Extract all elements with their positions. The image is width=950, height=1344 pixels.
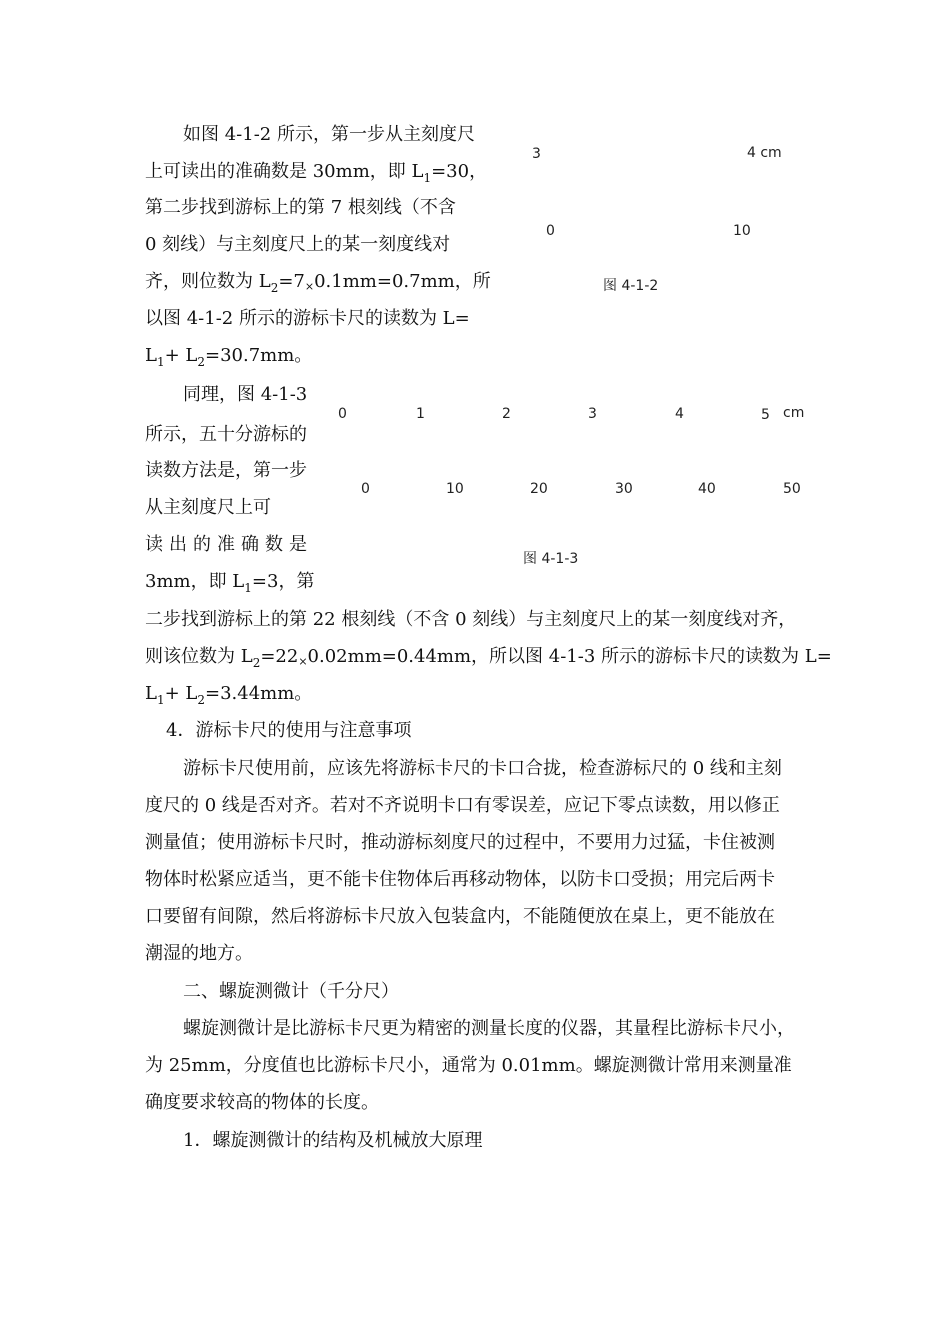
vernier-label: 30 [615, 481, 633, 497]
vernier-label: 0 [361, 481, 370, 497]
main-scale-label-3: 3 [532, 146, 541, 162]
para1-line5 [145, 271, 491, 299]
section4-line: 度尺的 0 线是否对齐。若对不齐说明卡口有零误差，应记下零点读数，用以修正 [145, 795, 780, 816]
para1-line2-pre: 上可读出的准确数是 30mm，即 L [145, 161, 424, 182]
main-scale-label: 1 [416, 406, 425, 422]
para1-line5-pre: 齐，则位数为 L [145, 271, 271, 292]
para2-line9-b: + L [164, 683, 198, 704]
para2-line8 [145, 646, 832, 674]
para2-line1: 同理，图 4-1-3 [183, 384, 308, 405]
para2-line6-pre: 3mm，即 L [145, 571, 245, 592]
section4-line: 物体时松紧应适当，更不能卡住物体后再移动物体，以防卡口受损；用完后两卡 [145, 869, 775, 890]
section-heading: 4．游标卡尺的使用与注意事项 [166, 720, 412, 741]
subscript: 2 [197, 355, 205, 369]
main-scale-label: 0 [338, 406, 347, 422]
para2-line9-c: =3.44mm。 [205, 683, 313, 704]
para2-line8-post: 0.02mm=0.44mm，所以图 4-1-3 所示的游标卡尺的读数为 L= [307, 646, 832, 667]
micrometer-line: 为 25mm，分度值也比游标卡尺小，通常为 0.01mm。螺旋测微计常用来测量准 [145, 1055, 792, 1076]
subscript: 2 [252, 656, 261, 670]
section4-line: 测量值；使用游标卡尺时，推动游标刻度尺的过程中，不要用力过猛，卡住被测 [145, 832, 775, 853]
para1-line6: 以图 4-1-2 所示的游标卡尺的读数为 L= [145, 308, 470, 329]
section-heading: 二、螺旋测微计（千分尺） [183, 981, 399, 1002]
para1-line7-a: L [145, 345, 157, 366]
micrometer-line: 确度要求较高的物体的长度。 [145, 1092, 379, 1113]
subsection-heading: 1．螺旋测微计的结构及机械放大原理 [183, 1130, 483, 1151]
subscript: 1 [423, 171, 432, 185]
section4-line: 潮湿的地方。 [145, 943, 253, 964]
para2-line6-post: =3，第 [251, 571, 315, 592]
main-scale-unit: cm [783, 405, 805, 421]
main-scale-label: 2 [502, 406, 511, 422]
subscript: 1 [244, 581, 252, 595]
para2-line8-pre: 则该位数为 L [145, 646, 253, 667]
para1-line7 [145, 345, 312, 373]
figure-caption: 图 4-1-3 [523, 551, 579, 567]
para1-line3: 第二步找到游标上的第 7 根刻线（不含 [145, 197, 456, 218]
vernier-label: 20 [530, 481, 548, 497]
subscript: 1 [156, 355, 165, 369]
vernier-label: 40 [698, 481, 716, 497]
para1-line2-post: =30， [431, 161, 488, 182]
para1-line7-c: =30.7mm。 [205, 345, 313, 366]
para2-line8-mid: =22 [260, 646, 299, 667]
times-sign: × [298, 655, 308, 668]
section4-line: 游标卡尺使用前，应该先将游标卡尺的卡口合拢，检查游标尺的 0 线和主刻 [183, 758, 782, 779]
para1-line5-post: 0.1mm=0.7mm，所 [314, 271, 491, 292]
para1-line5-mid: =7 [278, 271, 305, 292]
para1-line7-b: + L [164, 345, 198, 366]
micrometer-line: 螺旋测微计是比游标卡尺更为精密的测量长度的仪器，其量程比游标卡尺小， [183, 1018, 795, 1039]
para2-line5: 读 出 的 准 确 数 是 [145, 534, 307, 555]
para2-line9-a: L [145, 683, 157, 704]
para2-line4: 从主刻度尺上可 [145, 497, 271, 518]
para2-line2: 所示，五十分游标的 [145, 424, 307, 445]
para2-line3: 读数方法是，第一步 [145, 460, 307, 481]
para2-line9 [145, 683, 312, 711]
para2-line7: 二步找到游标上的第 22 根刻线（不含 0 刻线）与主刻度尺上的某一刻度线对齐， [145, 609, 797, 630]
vernier-label-0: 0 [546, 223, 555, 239]
para1-line4: 0 刻线）与主刻度尺上的某一刻度线对 [145, 234, 451, 255]
main-scale-label-4cm: 4 cm [747, 145, 782, 161]
para1-line2 [145, 161, 487, 189]
main-scale-label: 4 [675, 406, 684, 422]
times-sign: × [304, 280, 315, 293]
para1-line1: 如图 4-1-2 所示，第一步从主刻度尺 [183, 124, 475, 145]
subscript: 2 [197, 693, 205, 707]
figure-caption: 图 4-1-2 [603, 278, 659, 294]
para2-line6 [145, 571, 314, 599]
main-scale-label: 5 [761, 407, 770, 423]
vernier-label: 10 [446, 481, 464, 497]
vernier-label: 50 [783, 481, 801, 497]
section4-line: 口要留有间隙，然后将游标卡尺放入包装盒内，不能随便放在桌上，更不能放在 [145, 906, 775, 927]
vernier-label-10: 10 [733, 223, 751, 239]
main-scale-label: 3 [588, 406, 597, 422]
subscript: 1 [156, 693, 165, 707]
subscript: 2 [270, 281, 279, 295]
